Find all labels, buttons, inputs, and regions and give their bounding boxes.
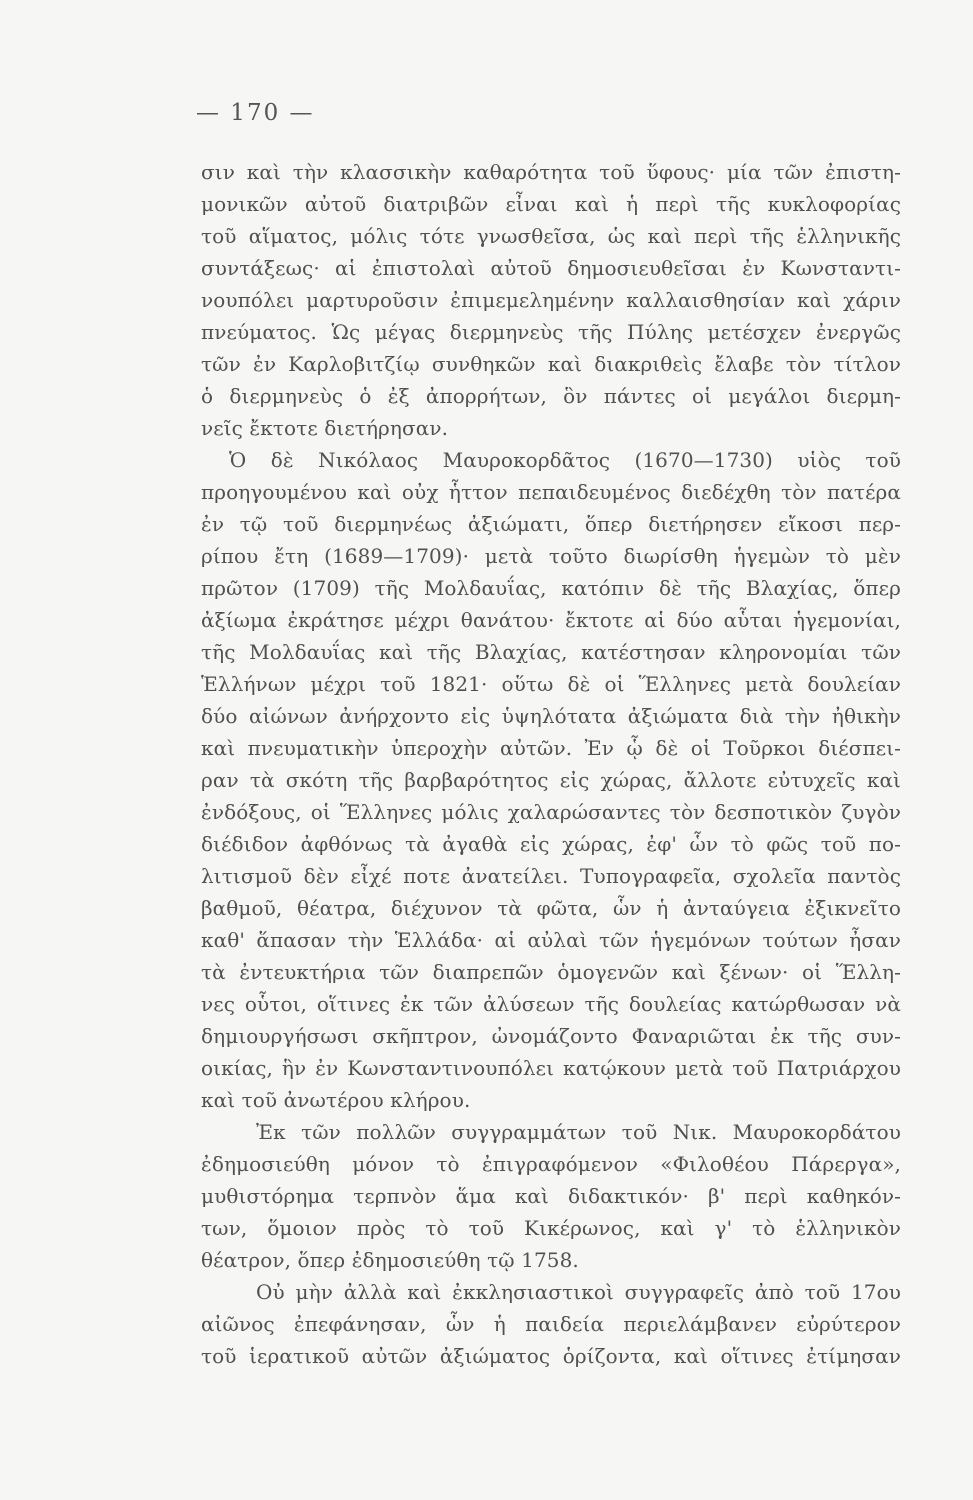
text-line: τὰ ἐντευκτήρια τῶν διαπρεπῶν ὁμογενῶν καὶ ξένων· οἱ Ἕλλη- xyxy=(201,960,901,984)
text-line: μονικῶν αὐτοῦ διατριβῶν εἶναι καὶ ἡ περὶ τῆς κυκλοφορίας xyxy=(201,192,901,216)
text-line: δημιουργήσωσι σκῆπτρον, ὠνομάζοντο Φαναριῶται ἐκ τῆς συν- xyxy=(201,1024,901,1048)
text-line: ἐν τῷ τοῦ διερμηνέως ἀξιώματι, ὅπερ διετήρησεν εἴκοσι περ- xyxy=(201,512,901,536)
text-line: συντάξεως· αἱ ἐπιστολαὶ αὐτοῦ δημοσιευθεῖσαι ἐν Κωνσταντι- xyxy=(201,256,901,280)
text-line: ρίπου ἔτη (1689—1709)· μετὰ τοῦτο διωρίσθη ἡγεμὼν τὸ μὲν xyxy=(201,544,901,568)
text-line: λιτισμοῦ δὲν εἶχέ ποτε ἀνατείλει. Τυπογραφεῖα, σχολεῖα παντὸς xyxy=(201,864,901,888)
text-line: οικίας, ἣν ἐν Κωνσταντινουπόλει κατῴκουν μετὰ τοῦ Πατριάρχου xyxy=(201,1056,901,1080)
text-line: καὶ πνευματικὴν ὑπεροχὴν αὐτῶν. Ἐν ᾧ δὲ οἱ Τοῦρκοι διέσπει- xyxy=(201,736,901,760)
text-line: αἰῶνος ἐπεφάνησαν, ὧν ἡ παιδεία περιελάμβανεν εὐρύτερον xyxy=(201,1312,901,1336)
body-text xyxy=(201,156,901,1372)
paragraph-start-line: Οὐ μὴν ἀλλὰ καὶ ἐκκλησιαστικοὶ συγγραφεῖς ἀπὸ τοῦ 17ου xyxy=(256,1280,901,1304)
text-line: δύο αἰώνων ἀνήρχοντο εἰς ὑψηλότατα ἀξιώματα διὰ τὴν ἠθικὴν xyxy=(201,704,901,728)
text-line: σιν καὶ τὴν κλασσικὴν καθαρότητα τοῦ ὕφους· μία τῶν ἐπιστη- xyxy=(201,160,901,184)
text-line: θέατρον, ὅπερ ἐδημοσιεύθη τῷ 1758. xyxy=(201,1248,579,1272)
text-line: τοῦ αἵματος, μόλις τότε γνωσθεῖσα, ὡς καὶ περὶ τῆς ἑλληνικῆς xyxy=(201,224,901,248)
text-line: νεῖς ἔκτοτε διετήρησαν. xyxy=(201,416,449,440)
text-line: καθ' ἅπασαν τὴν Ἑλλάδα· αἱ αὐλαὶ τῶν ἡγεμόνων τούτων ἦσαν xyxy=(201,928,901,952)
page-number: — 170 — xyxy=(196,100,315,126)
text-line: προηγουμένου καὶ οὐχ ἧττον πεπαιδευμένος διεδέχθη τὸν πατέρα xyxy=(201,480,901,504)
text-line: ἀξίωμα ἐκράτησε μέχρι θανάτου· ἔκτοτε αἱ δύο αὗται ἡγεμονίαι, xyxy=(201,608,901,632)
text-line: τῶν ἐν Καρλοβιτζίῳ συνθηκῶν καὶ διακριθεὶς ἔλαβε τὸν τίτλον xyxy=(201,352,901,376)
text-line: ἐδημοσιεύθη μόνον τὸ ἐπιγραφόμενον «Φιλοθέου Πάρεργα», xyxy=(201,1152,901,1176)
paragraph-start-line: Ὁ δὲ Νικόλαος Μαυροκορδᾶτος (1670—1730) υἱὸς τοῦ xyxy=(229,448,901,472)
text-line: ραν τὰ σκότη τῆς βαρβαρότητος εἰς χώρας, ἄλλοτε εὐτυχεῖς καὶ xyxy=(201,768,901,792)
text-line: νες οὗτοι, οἵτινες ἐκ τῶν ἀλύσεων τῆς δουλείας κατώρθωσαν νὰ xyxy=(201,992,901,1016)
text-line: ὁ διερμηνεὺς ὁ ἐξ ἀπορρήτων, ὃν πάντες οἱ μεγάλοι διερμη- xyxy=(201,384,901,408)
text-line: καὶ τοῦ ἀνωτέρου κλήρου. xyxy=(201,1088,471,1112)
text-line: πνεύματος. Ὡς μέγας διερμηνεὺς τῆς Πύλης μετέσχεν ἐνεργῶς xyxy=(201,320,901,344)
paragraph-start-line: Ἐκ τῶν πολλῶν συγγραμμάτων τοῦ Νικ. Μαυροκορδάτου xyxy=(256,1120,901,1144)
text-line: τῆς Μολδαυΐας καὶ τῆς Βλαχίας, κατέστησαν κληρονομίαι τῶν xyxy=(201,640,901,664)
text-line: νουπόλει μαρτυροῦσιν ἐπιμεμελημένην καλλαισθησίαν καὶ χάριν xyxy=(201,288,901,312)
text-line: πρῶτον (1709) τῆς Μολδαυΐας, κατόπιν δὲ τῆς Βλαχίας, ὅπερ xyxy=(201,576,901,600)
text-line: ἐνδόξους, οἱ Ἕλληνες μόλις χαλαρώσαντες τὸν δεσποτικὸν ζυγὸν xyxy=(201,800,901,824)
text-line: των, ὅμοιον πρὸς τὸ τοῦ Κικέρωνος, καὶ γ' τὸ ἑλληνικὸν xyxy=(201,1216,901,1240)
text-line: διέδιδον ἀφθόνως τὰ ἀγαθὰ εἰς χώρας, ἐφ' ὧν τὸ φῶς τοῦ πο- xyxy=(201,832,901,856)
text-line: μυθιστόρημα τερπνὸν ἅμα καὶ διδακτικόν· β' περὶ καθηκόν- xyxy=(201,1184,901,1208)
text-line: τοῦ ἱερατικοῦ αὐτῶν ἀξιώματος ὁρίζοντα, καὶ οἵτινες ἐτίμησαν xyxy=(201,1344,901,1368)
text-line: βαθμοῦ, θέατρα, διέχυνον τὰ φῶτα, ὧν ἡ ἀνταύγεια ἐξικνεῖτο xyxy=(201,896,901,920)
text-line: Ἑλλήνων μέχρι τοῦ 1821· οὕτω δὲ οἱ Ἕλληνες μετὰ δουλείαν xyxy=(201,672,901,696)
